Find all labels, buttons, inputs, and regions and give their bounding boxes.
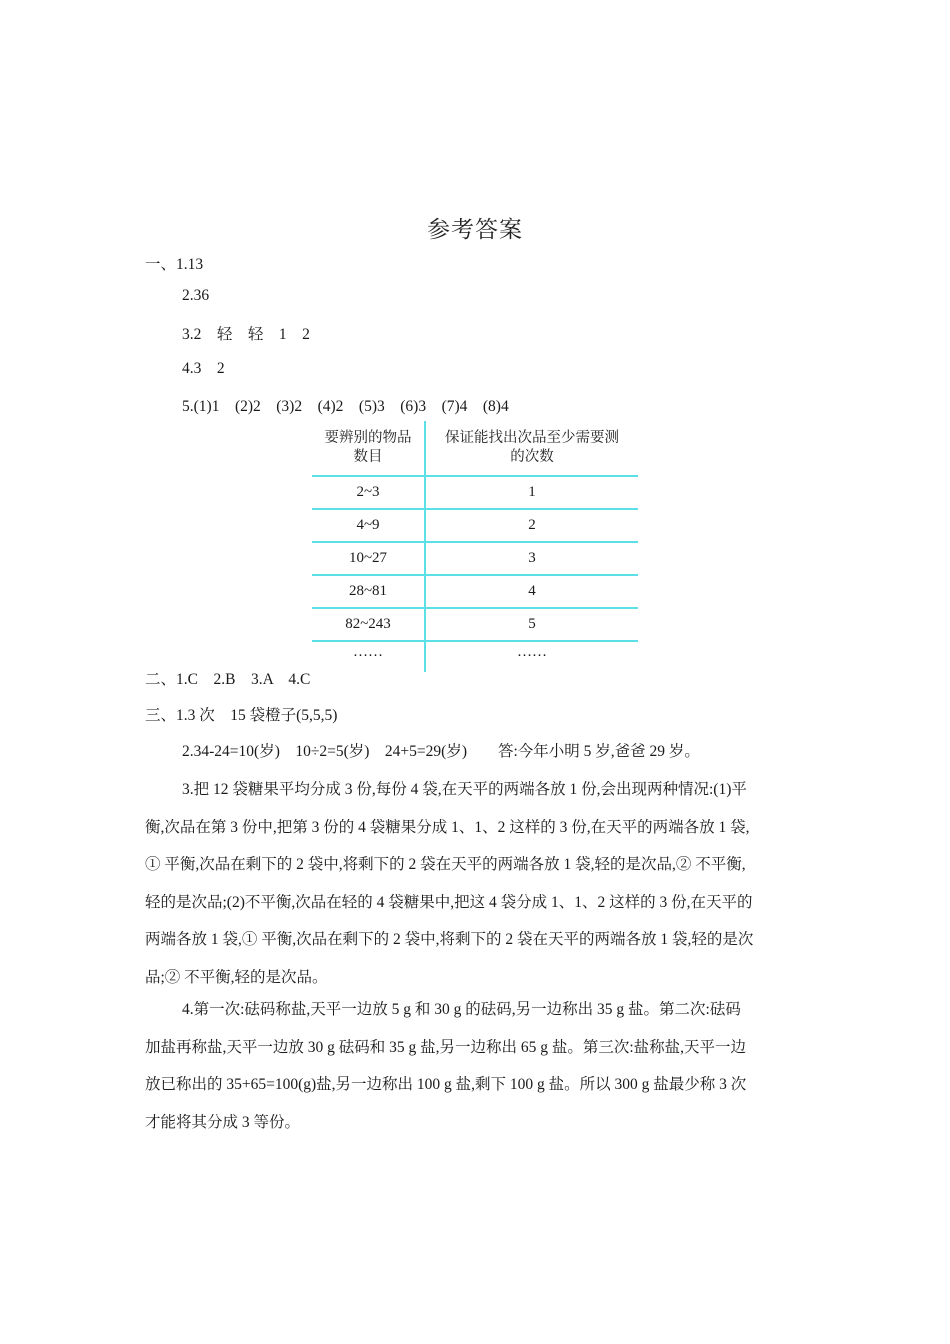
paragraph-line: 衡,次品在第 3 份中,把第 3 份的 4 袋糖果分成 1、1、2 这样的 3 份,在天平的两端各放 1 袋, — [145, 818, 750, 836]
section-1-label: 一、 — [145, 256, 177, 273]
table-row — [312, 575, 638, 608]
table-cell-range: 4~9 — [312, 509, 425, 542]
paragraph-line: 加盐再称盐,天平一边放 30 g 砝码和 35 g 盐,另一边称出 65 g 盐。第三次:盐称盐,天平一边 — [145, 1038, 747, 1056]
table-row — [312, 641, 638, 672]
section-3-item-2: 2.34-24=10(岁) 10÷2=5(岁) 24+5=29(岁) 答:今年小明 5 岁,爸爸 29 岁。 — [182, 743, 700, 760]
table-cell-range: 28~81 — [312, 575, 425, 608]
table-header-item-count — [312, 421, 425, 476]
section-1-item-2: 2.36 — [182, 287, 210, 304]
header-line: 的次数 — [510, 449, 554, 465]
paragraph-line: 品;② 不平衡,轻的是次品。 — [145, 968, 328, 986]
table-header-min-weighings — [425, 421, 638, 476]
paragraph-line: 两端各放 1 袋,① 平衡,次品在剩下的 2 袋中,将剩下的 2 袋在天平的两端各放 1 袋,轻的是次 — [145, 931, 754, 948]
table-row — [312, 476, 638, 509]
section-1-item-5: 5.(1)1 (2)2 (3)2 (4)2 (5)3 (6)3 (7)4 (8)4 — [182, 398, 509, 415]
weighing-table — [312, 421, 638, 672]
paragraph-text: 3.把 12 袋糖果平均分成 3 份,每份 4 袋,在天平的两端各放 1 份,会出现两种情况:(1)平 — [182, 781, 747, 798]
paragraph-line: 轻的是次品;(2)不平衡,次品在轻的 4 袋糖果中,把这 4 袋分成 1、1、2 这样的 3 份,在天平的 — [145, 893, 753, 911]
table-cell-count: 3 — [425, 542, 638, 575]
table-cell-count: 1 — [425, 476, 638, 509]
section-1-item-1 — [145, 252, 203, 274]
table-cell-count: …… — [425, 641, 638, 672]
section-2 — [145, 667, 310, 689]
paragraph-line: 放已称出的 35+65=100(g)盐,另一边称出 100 g 盐,剩下 100 g 盐。所以 300 g 盐最少称 3 次 — [145, 1076, 747, 1093]
page-title: 参考答案 — [427, 217, 523, 244]
answer-text: 1.13 — [176, 256, 204, 273]
paragraph-line: ① 平衡,次品在剩下的 2 袋中,将剩下的 2 袋在天平的两端各放 1 袋,轻的是次品,② 不平衡, — [145, 856, 746, 873]
paragraph-line — [145, 771, 808, 809]
table-header-row — [312, 421, 638, 476]
paragraph-line — [145, 991, 808, 1029]
header-line: 要辨别的物品 — [324, 430, 412, 446]
table-row — [312, 542, 638, 575]
section-1-item-3: 3.2 轻 轻 1 2 — [182, 326, 310, 343]
section-3-item-4 — [145, 991, 808, 1141]
table-cell-range: 82~243 — [312, 608, 425, 641]
section-2-answers: 1.C 2.B 3.A 4.C — [176, 671, 311, 688]
section-3-label: 三、 — [145, 707, 177, 724]
table-cell-range: …… — [312, 641, 425, 672]
header-line: 数目 — [353, 449, 383, 465]
table-row — [312, 608, 638, 641]
section-2-label: 二、 — [145, 671, 177, 688]
table-cell-range: 10~27 — [312, 542, 425, 575]
table-cell-count: 2 — [425, 509, 638, 542]
section-3-item-3 — [145, 771, 808, 996]
paragraph-line: 才能将其分成 3 等份。 — [145, 1113, 301, 1131]
table-cell-range: 2~3 — [312, 476, 425, 509]
paragraph-text: 4.第一次:砝码称盐,天平一边放 5 g 和 30 g 的砝码,另一边称出 35 g 盐。第二次:砝码 — [182, 1001, 741, 1018]
answer-text: 1.3 次 15 袋橙子(5,5,5) — [176, 707, 338, 724]
section-3-item-1 — [145, 703, 337, 725]
table-cell-count: 4 — [425, 575, 638, 608]
table-cell-count: 5 — [425, 608, 638, 641]
header-line: 保证能找出次品至少需要测 — [445, 430, 619, 446]
section-1-item-4: 4.3 2 — [182, 360, 225, 377]
table-row — [312, 509, 638, 542]
